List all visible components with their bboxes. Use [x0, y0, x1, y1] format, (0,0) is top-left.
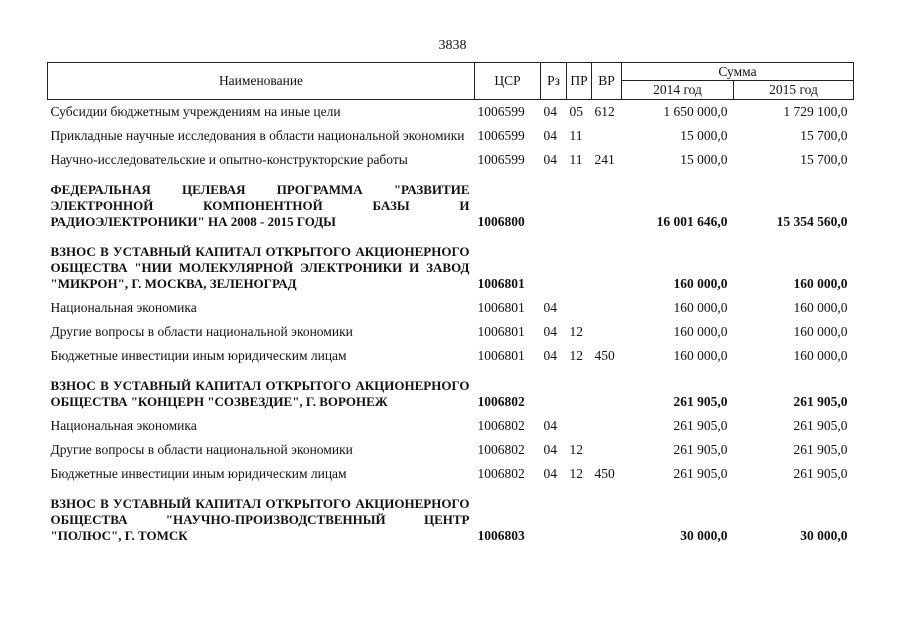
- row-pr: [567, 234, 592, 296]
- row-name: Другие вопросы в области национальной экономики: [50, 442, 353, 457]
- row-csr: 1006803: [477, 528, 525, 543]
- row-rz: 04: [543, 300, 557, 315]
- row-csr: 1006802: [477, 466, 525, 481]
- header-pr: ПР: [567, 63, 592, 100]
- row-sum-2014: 15 000,0: [680, 128, 728, 143]
- row-csr: 1006802: [477, 418, 525, 433]
- row-rz: [541, 368, 567, 414]
- row-name: Национальная экономика: [50, 300, 197, 315]
- row-rz: [541, 172, 567, 234]
- row-sum-2014: 1 650 000,0: [663, 104, 728, 119]
- row-vr: 612: [594, 104, 615, 119]
- row-sum-2015: 15 700,0: [800, 128, 848, 143]
- row-sum-2015: 261 905,0: [793, 466, 848, 481]
- row-pr: 12: [569, 324, 583, 339]
- row-csr: 1006800: [477, 214, 525, 229]
- header-name: Наименование: [48, 63, 475, 100]
- row-pr: [567, 414, 592, 438]
- row-pr: 11: [569, 128, 583, 143]
- row-sum-2015: 15 700,0: [800, 152, 848, 167]
- row-csr: 1006801: [477, 276, 525, 291]
- row-pr: [567, 486, 592, 548]
- row-sum-2015: 160 000,0: [793, 324, 848, 339]
- row-name: Бюджетные инвестиции иным юридическим лицам: [50, 466, 347, 481]
- page-number: 3838: [438, 38, 467, 53]
- budget-table: [47, 62, 854, 548]
- row-name: ВЗНОС В УСТАВНЫЙ КАПИТАЛ ОТКРЫТОГО АКЦИОНЕРНОГО ОБЩЕСТВА "НИИ МОЛЕКУЛЯРНОЙ ЭЛЕКТРОНИКИ И ЗАВОД "МИКРОН", Г. МОСКВА, ЗЕЛЕНОГРАД: [50, 244, 470, 291]
- table-row: [48, 124, 854, 148]
- table-row: [48, 414, 854, 438]
- header-year-2014: 2014 год: [622, 81, 734, 100]
- row-vr: 241: [594, 152, 615, 167]
- row-csr: 1006802: [477, 442, 525, 457]
- row-sum-2015: 160 000,0: [793, 300, 848, 315]
- row-rz: 04: [543, 128, 557, 143]
- table-row: [48, 296, 854, 320]
- row-rz: 04: [543, 418, 557, 433]
- row-sum-2015: 160 000,0: [793, 276, 848, 291]
- row-name: Научно-исследовательские и опытно-конструкторские работы: [50, 152, 408, 167]
- row-rz: 04: [543, 442, 557, 457]
- row-pr: 12: [569, 348, 583, 363]
- row-sum-2015: 261 905,0: [793, 394, 848, 409]
- row-csr: 1006802: [477, 394, 525, 409]
- row-name: ФЕДЕРАЛЬНАЯ ЦЕЛЕВАЯ ПРОГРАММА "РАЗВИТИЕ ЭЛЕКТРОННОЙ КОМПОНЕНТНОЙ БАЗЫ И РАДИОЭЛЕКТРОНИКИ" НА 2008 - 2015 ГОДЫ: [50, 182, 470, 229]
- row-csr: 1006599: [477, 104, 525, 119]
- header-vr: ВР: [592, 63, 622, 100]
- row-csr: 1006599: [477, 152, 525, 167]
- row-vr: 450: [594, 348, 615, 363]
- header-sum: Сумма: [622, 63, 854, 81]
- row-sum-2014: 160 000,0: [673, 348, 728, 363]
- row-pr: 11: [569, 152, 583, 167]
- table-row-section: [48, 172, 854, 234]
- row-name: Прикладные научные исследования в области национальной экономики: [50, 128, 465, 143]
- table-row: [48, 320, 854, 344]
- row-pr: 12: [569, 442, 583, 457]
- row-vr: [592, 414, 622, 438]
- row-sum-2015: 261 905,0: [793, 418, 848, 433]
- row-vr: [592, 234, 622, 296]
- row-sum-2014: 261 905,0: [673, 394, 728, 409]
- row-sum-2015: 15 354 560,0: [776, 214, 848, 229]
- table-row-section: [48, 234, 854, 296]
- row-rz: 04: [543, 104, 557, 119]
- row-sum-2015: 261 905,0: [793, 442, 848, 457]
- row-vr: [592, 320, 622, 344]
- row-vr: [592, 124, 622, 148]
- row-sum-2014: 15 000,0: [680, 152, 728, 167]
- row-vr: [592, 296, 622, 320]
- row-name: Другие вопросы в области национальной экономики: [50, 324, 353, 339]
- row-pr: 05: [569, 104, 583, 119]
- row-rz: [541, 486, 567, 548]
- row-sum-2014: 160 000,0: [673, 324, 728, 339]
- header-year-2015: 2015 год: [734, 81, 854, 100]
- row-sum-2014: 160 000,0: [673, 276, 728, 291]
- table-body: [48, 100, 854, 549]
- row-name: ВЗНОС В УСТАВНЫЙ КАПИТАЛ ОТКРЫТОГО АКЦИОНЕРНОГО ОБЩЕСТВА "КОНЦЕРН "СОЗВЕЗДИЕ", Г. ВОРОНЕЖ: [50, 378, 470, 409]
- row-pr: [567, 296, 592, 320]
- row-vr: [592, 172, 622, 234]
- table-header: [48, 63, 854, 100]
- table-row: [48, 438, 854, 462]
- row-vr: 450: [594, 466, 615, 481]
- row-vr: [592, 368, 622, 414]
- row-sum-2015: 30 000,0: [800, 528, 848, 543]
- table-row-section: [48, 486, 854, 548]
- row-rz: 04: [543, 348, 557, 363]
- row-name: ВЗНОС В УСТАВНЫЙ КАПИТАЛ ОТКРЫТОГО АКЦИОНЕРНОГО ОБЩЕСТВА "НАУЧНО-ПРОИЗВОДСТВЕННЫЙ ЦЕНТР "ПОЛЮС", Г. ТОМСК: [50, 496, 470, 543]
- row-rz: 04: [543, 466, 557, 481]
- row-pr: [567, 368, 592, 414]
- table-row: [48, 462, 854, 486]
- row-sum-2014: 16 001 646,0: [656, 214, 728, 229]
- row-pr: 12: [569, 466, 583, 481]
- header-rz: Рз: [541, 63, 567, 100]
- table-row: [48, 148, 854, 172]
- row-vr: [592, 438, 622, 462]
- row-vr: [592, 486, 622, 548]
- row-sum-2014: 261 905,0: [673, 442, 728, 457]
- row-sum-2015: 160 000,0: [793, 348, 848, 363]
- row-name: Бюджетные инвестиции иным юридическим лицам: [50, 348, 347, 363]
- row-sum-2015: 1 729 100,0: [783, 104, 848, 119]
- row-pr: [567, 172, 592, 234]
- row-rz: 04: [543, 152, 557, 167]
- table-row: [48, 100, 854, 125]
- row-csr: 1006801: [477, 348, 525, 363]
- row-csr: 1006801: [477, 324, 525, 339]
- row-sum-2014: 261 905,0: [673, 466, 728, 481]
- row-rz: 04: [543, 324, 557, 339]
- row-csr: 1006801: [477, 300, 525, 315]
- row-rz: [541, 234, 567, 296]
- header-csr: ЦСР: [475, 63, 541, 100]
- row-name: Национальная экономика: [50, 418, 197, 433]
- row-sum-2014: 261 905,0: [673, 418, 728, 433]
- row-sum-2014: 160 000,0: [673, 300, 728, 315]
- row-name: Субсидии бюджетным учреждениям на иные цели: [50, 104, 341, 119]
- row-csr: 1006599: [477, 128, 525, 143]
- table-row-section: [48, 368, 854, 414]
- table-row: [48, 344, 854, 368]
- row-sum-2014: 30 000,0: [680, 528, 728, 543]
